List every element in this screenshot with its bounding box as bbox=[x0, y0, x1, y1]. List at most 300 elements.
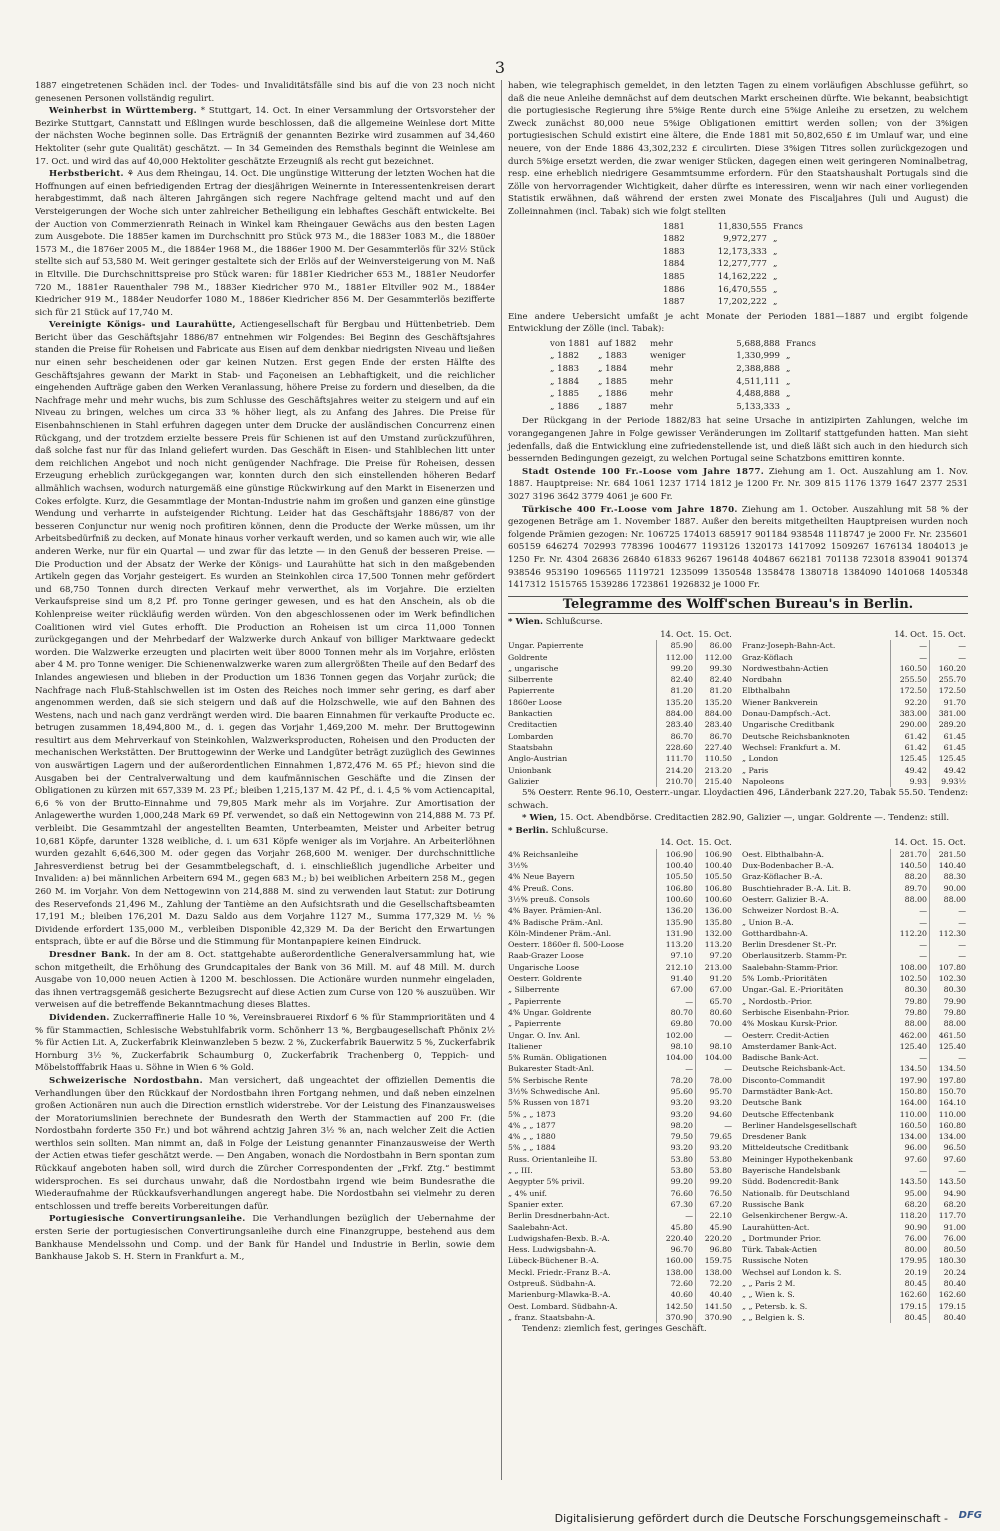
stock-name: Südd. Bodencredit-Bank bbox=[742, 1177, 839, 1187]
stock-row bbox=[508, 917, 734, 928]
stock-name: Graz-Köflach bbox=[742, 652, 793, 662]
article-dresdner-bank bbox=[35, 949, 495, 1012]
price-oct15: 68.20 bbox=[929, 1199, 968, 1210]
stock-name: Köln-Mindener Präm.-Anl. bbox=[508, 928, 612, 938]
stock-row bbox=[742, 1131, 968, 1142]
price-oct14: — bbox=[890, 917, 929, 928]
price-oct14: 80.00 bbox=[890, 1244, 929, 1255]
price-oct14: 112.00 bbox=[656, 652, 695, 663]
price-oct14: 88.20 bbox=[890, 871, 929, 882]
price-oct15: 370.90 bbox=[695, 1312, 734, 1323]
price-oct14: 79.80 bbox=[890, 996, 929, 1007]
table-cell: „ 1886 bbox=[598, 389, 628, 400]
stock-row bbox=[508, 1188, 734, 1199]
price-oct14: 143.50 bbox=[890, 1176, 929, 1187]
stock-row bbox=[742, 1278, 968, 1289]
price-oct15: 220.20 bbox=[695, 1233, 734, 1244]
stock-name: Anglo-Austrian bbox=[508, 754, 568, 764]
stock-name: Wechsel auf London k. S. bbox=[742, 1267, 842, 1277]
stock-row bbox=[508, 1007, 734, 1018]
amount-cell: 11,830,555 bbox=[717, 221, 767, 232]
price-oct14: 370.90 bbox=[656, 1312, 695, 1323]
price-oct14: 112.20 bbox=[890, 928, 929, 939]
price-oct14: 228.60 bbox=[656, 742, 695, 753]
price-oct14: 134.50 bbox=[890, 1063, 929, 1074]
price-oct14: 179.15 bbox=[890, 1301, 929, 1312]
stock-name: Türk. Tabak-Actien bbox=[742, 1245, 817, 1255]
price-oct15: 88.30 bbox=[929, 871, 968, 882]
price-oct15: 100.60 bbox=[695, 894, 734, 905]
price-oct14: — bbox=[890, 905, 929, 916]
table-cell: 5,133,333 bbox=[736, 401, 780, 412]
stock-name: 4% Reichsanleihe bbox=[508, 849, 579, 859]
stock-name: 4% „ „ 1877 bbox=[508, 1120, 556, 1130]
price-oct15: 80.40 bbox=[929, 1312, 968, 1323]
stock-name: „ Paris bbox=[742, 765, 769, 775]
stock-row bbox=[742, 663, 968, 674]
price-oct15: 213.20 bbox=[695, 765, 734, 776]
price-oct15: 281.50 bbox=[929, 849, 968, 860]
price-oct14: 111.70 bbox=[656, 753, 695, 764]
price-oct15: 141.50 bbox=[695, 1301, 734, 1312]
price-oct15: 97.60 bbox=[929, 1154, 968, 1165]
stock-name: Russische Bank bbox=[742, 1199, 804, 1209]
price-oct14: 102.50 bbox=[890, 973, 929, 984]
stock-name: Deutsche Reichsbanknoten bbox=[742, 731, 850, 741]
price-oct15: 61.45 bbox=[929, 731, 968, 742]
stock-row bbox=[742, 928, 968, 939]
stock-name: „ London bbox=[742, 754, 779, 764]
stock-row bbox=[508, 1109, 734, 1120]
stock-name: Hess. Ludwigsbahn-A. bbox=[508, 1245, 597, 1255]
price-oct14: 162.60 bbox=[890, 1289, 929, 1300]
price-oct15: 134.00 bbox=[929, 1131, 968, 1142]
amount-cell: 9,972,277 bbox=[723, 234, 767, 245]
table-row bbox=[663, 296, 968, 309]
berlin-stock-table bbox=[508, 837, 968, 1323]
stock-row bbox=[508, 685, 734, 696]
stock-name: Nordbahn bbox=[742, 675, 782, 685]
price-oct15: — bbox=[695, 1120, 734, 1131]
stock-name: 4% Neue Bayern bbox=[508, 872, 575, 882]
price-oct14: 95.00 bbox=[890, 1188, 929, 1199]
price-oct15: 104.00 bbox=[695, 1052, 734, 1063]
price-oct14: 86.70 bbox=[656, 731, 695, 742]
price-oct14: 97.60 bbox=[890, 1154, 929, 1165]
headline: Herbstbericht. bbox=[49, 169, 124, 180]
date-col-1: 14. Oct. bbox=[660, 837, 694, 848]
price-oct14: 136.20 bbox=[656, 905, 695, 916]
price-oct14: 172.50 bbox=[890, 685, 929, 696]
price-oct14: 98.10 bbox=[656, 1041, 695, 1052]
wien-label-line bbox=[508, 616, 968, 629]
price-oct14: 91.40 bbox=[656, 973, 695, 984]
stock-row bbox=[508, 1255, 734, 1266]
price-oct15: 132.00 bbox=[695, 928, 734, 939]
price-oct15: — bbox=[929, 1165, 968, 1176]
stock-row bbox=[742, 1244, 968, 1255]
price-oct14: — bbox=[890, 640, 929, 651]
price-oct14: 214.20 bbox=[656, 765, 695, 776]
price-oct15: 172.50 bbox=[929, 685, 968, 696]
price-oct14: 135.20 bbox=[656, 697, 695, 708]
price-oct14: 118.20 bbox=[890, 1210, 929, 1221]
price-oct15: 80.60 bbox=[695, 1007, 734, 1018]
stock-name: Russ. Orientanleihe II. bbox=[508, 1154, 598, 1164]
price-oct14: 110.00 bbox=[890, 1109, 929, 1120]
stock-row bbox=[508, 928, 734, 939]
price-oct14: 49.42 bbox=[890, 765, 929, 776]
price-oct14: 96.70 bbox=[656, 1244, 695, 1255]
price-oct14: 93.20 bbox=[656, 1109, 695, 1120]
stock-name: Creditactien bbox=[508, 720, 558, 730]
price-oct15: 180.30 bbox=[929, 1255, 968, 1266]
stock-row bbox=[508, 1176, 734, 1187]
price-oct15: — bbox=[695, 1063, 734, 1074]
stock-name: „ Papierrente bbox=[508, 996, 561, 1006]
stock-name: Lübeck-Büchener B.-A. bbox=[508, 1256, 599, 1266]
price-oct14: 79.50 bbox=[656, 1131, 695, 1142]
stock-name: Bukarester Stadt-Anl. bbox=[508, 1064, 594, 1074]
price-oct14: 104.00 bbox=[656, 1052, 695, 1063]
unit-cell: Francs bbox=[773, 221, 803, 232]
stock-row bbox=[742, 1255, 968, 1266]
price-oct14: 80.45 bbox=[890, 1312, 929, 1323]
price-oct15: — bbox=[929, 905, 968, 916]
headline: Vereinigte Königs- und Laurahütte, bbox=[49, 320, 236, 331]
stock-row bbox=[742, 685, 968, 696]
stock-name: „ 4% unif. bbox=[508, 1188, 547, 1198]
stock-name: 3½% Schwedische Anl. bbox=[508, 1087, 601, 1096]
stock-row bbox=[508, 1199, 734, 1210]
price-oct14: 212.10 bbox=[656, 962, 695, 973]
price-oct14: 92.20 bbox=[890, 697, 929, 708]
article-herbstbericht bbox=[35, 168, 495, 319]
price-oct14: 281.70 bbox=[890, 849, 929, 860]
table-row bbox=[550, 401, 968, 414]
stock-name: Graz-Köflacher B.-A. bbox=[742, 872, 823, 882]
stock-name: Elbthalbahn bbox=[742, 686, 791, 696]
amount-cell: 12,277,777 bbox=[717, 259, 767, 270]
stock-name: Schweizer Nordost B.-A. bbox=[742, 906, 839, 916]
price-oct15: 76.50 bbox=[695, 1188, 734, 1199]
price-oct15: 9.93½ bbox=[929, 776, 968, 787]
table-cell: „ 1887 bbox=[598, 401, 628, 412]
price-oct15: 213.00 bbox=[695, 962, 734, 973]
price-oct14: — bbox=[656, 1210, 695, 1221]
stock-row bbox=[508, 860, 734, 871]
stock-row bbox=[508, 1222, 734, 1233]
price-oct15: 159.75 bbox=[695, 1255, 734, 1266]
article-body: Ziehung am 1. Oct. Auszahlung am 1. Nov. 1887. Hauptpreise: Nr. 684 1061 1237 1714 1812 je 1200 Fr. Nr. 309 815 1176 1379 1647 2377 2531 3027 3196 3642 3779 4061 je 600 Fr. bbox=[508, 466, 968, 502]
price-oct14: — bbox=[890, 1165, 929, 1176]
price-oct14: 100.60 bbox=[656, 894, 695, 905]
stock-name: „ Nordostb.-Prior. bbox=[742, 996, 813, 1006]
stock-name: Laurahütten-Act. bbox=[742, 1222, 810, 1232]
article-dividenden bbox=[35, 1012, 495, 1075]
stock-row bbox=[742, 905, 968, 916]
table-cell: mehr bbox=[650, 389, 673, 400]
price-oct15: 67.20 bbox=[695, 1199, 734, 1210]
date-col-1: 14. Oct. bbox=[894, 628, 928, 639]
article-uebersicht: Eine andere Uebersicht umfaßt je acht Monate der Perioden 1881—1887 und ergibt folgende Entwicklung der Zölle (incl. Tabak): bbox=[508, 311, 968, 335]
table-cell: Francs bbox=[786, 338, 816, 349]
berlin-note: Tendenz: ziemlich fest, geringes Geschäft. bbox=[522, 1324, 707, 1335]
stock-row bbox=[742, 1267, 968, 1278]
date-header bbox=[508, 837, 734, 848]
article-intro: 1887 eingetretenen Schäden incl. der Todes- und Invaliditätsfälle sind bis auf die von 23 noch nicht genesenen Personen vollständig regulirt. bbox=[35, 81, 495, 104]
stock-name: Oest. Lombard. Südbahn-A. bbox=[508, 1301, 618, 1311]
table-cell: auf 1882 bbox=[598, 338, 637, 349]
zoll-table bbox=[663, 221, 968, 309]
price-oct15: 40.40 bbox=[695, 1289, 734, 1300]
price-oct15: 91.70 bbox=[929, 697, 968, 708]
table-cell: „ 1884 bbox=[550, 376, 580, 387]
stock-name: Dresdener Bank bbox=[742, 1132, 807, 1142]
stock-row bbox=[508, 1041, 734, 1052]
stock-row bbox=[508, 849, 734, 860]
stock-name: Bayerische Handelsbank bbox=[742, 1166, 841, 1176]
stock-row bbox=[508, 1289, 734, 1300]
stock-row bbox=[742, 1199, 968, 1210]
stock-row bbox=[742, 883, 968, 894]
stock-row bbox=[742, 962, 968, 973]
price-oct14: 72.60 bbox=[656, 1278, 695, 1289]
price-oct14: 135.90 bbox=[656, 917, 695, 928]
stock-row bbox=[508, 996, 734, 1007]
price-oct15: 179.15 bbox=[929, 1301, 968, 1312]
table-cell: 5,688,888 bbox=[736, 338, 780, 349]
table-cell: „ 1882 bbox=[550, 351, 580, 362]
stock-name: Italiener bbox=[508, 1041, 542, 1051]
price-oct15: 461.50 bbox=[929, 1030, 968, 1041]
stock-name: 5% Lomb.-Prioritäten bbox=[742, 974, 828, 984]
price-oct14: 220.40 bbox=[656, 1233, 695, 1244]
stock-name: Meininger Hypothekenbank bbox=[742, 1154, 853, 1164]
year-cell: 1883 bbox=[663, 246, 685, 257]
footer bbox=[0, 1506, 1000, 1531]
stock-row bbox=[508, 719, 734, 730]
price-oct14: 68.20 bbox=[890, 1199, 929, 1210]
year-cell: 1882 bbox=[663, 234, 685, 245]
price-oct14: 95.60 bbox=[656, 1086, 695, 1097]
price-oct15: 79.65 bbox=[695, 1131, 734, 1142]
stock-row bbox=[508, 765, 734, 776]
stock-row bbox=[742, 917, 968, 928]
price-oct15: 107.80 bbox=[929, 962, 968, 973]
stock-row bbox=[508, 950, 734, 961]
price-oct15: 106.80 bbox=[695, 883, 734, 894]
stock-row bbox=[742, 1233, 968, 1244]
stock-row bbox=[508, 1233, 734, 1244]
stock-row bbox=[508, 697, 734, 708]
stock-row bbox=[508, 652, 734, 663]
date-header bbox=[508, 629, 734, 640]
price-oct14: 160.50 bbox=[890, 663, 929, 674]
stock-name: Disconto-Commandit bbox=[742, 1075, 826, 1085]
stock-name: Ungar. O. Inv. Anl. bbox=[508, 1030, 581, 1040]
price-oct14: — bbox=[890, 939, 929, 950]
stock-name: Silberrente bbox=[508, 675, 553, 685]
price-oct15: 98.10 bbox=[695, 1041, 734, 1052]
price-oct14: 160.00 bbox=[656, 1255, 695, 1266]
headline: Dividenden. bbox=[49, 1012, 110, 1023]
price-oct14: 113.20 bbox=[656, 939, 695, 950]
article-body: In der am 8. Oct. stattgehabte außerordentliche Generalversammlung hat, wie schon mitgetheilt, die Erhöhung des Grundcapitales der Bank von 36 Mill. M. auf 48 Mill. M. durch Ausgabe von 10,000 neuen Actien à 1200 M. beschlossen. Die Actionäre wurden nunmehr eingeladen, das ihnen vertragsgemäß gesicherte Bezugsrecht auf diese Actien zum Curse von 120 % auszuüben. Wir verweisen auf die betreffende Bekanntmachung dieses Blattes. bbox=[35, 949, 495, 1011]
table-cell: „ 1883 bbox=[550, 364, 580, 375]
stock-name: Ungarische Creditbank bbox=[742, 720, 835, 730]
price-oct15: — bbox=[929, 939, 968, 950]
left-column bbox=[35, 80, 495, 1264]
table-row bbox=[550, 388, 968, 401]
price-oct15: 88.00 bbox=[929, 894, 968, 905]
stock-name: Nordwestbahn-Actien bbox=[742, 663, 829, 673]
footer-text: Digitalisierung gefördert durch die Deutsche Forschungsgemeinschaft - bbox=[554, 1512, 948, 1525]
price-oct15: 143.50 bbox=[929, 1176, 968, 1187]
article-weinherbst bbox=[35, 105, 495, 168]
stock-half-right bbox=[742, 629, 968, 787]
price-oct14: 67.30 bbox=[656, 1199, 695, 1210]
price-oct15: 106.90 bbox=[695, 849, 734, 860]
price-oct14: 67.00 bbox=[656, 984, 695, 995]
price-oct15: — bbox=[929, 652, 968, 663]
price-oct15: 112.00 bbox=[695, 652, 734, 663]
stock-name: Buschtiehrader B.-A. Lit. B. bbox=[742, 883, 851, 893]
price-oct15: — bbox=[929, 1052, 968, 1063]
table-cell: von 1881 bbox=[550, 338, 591, 349]
price-oct15: 110.50 bbox=[695, 753, 734, 764]
right-column bbox=[508, 80, 968, 1336]
date-header bbox=[742, 629, 968, 640]
table-cell: 4,511,111 bbox=[736, 376, 780, 387]
stock-name: „ Silberrente bbox=[508, 985, 560, 995]
stock-row bbox=[508, 1086, 734, 1097]
price-oct14: 131.90 bbox=[656, 928, 695, 939]
stock-name: Meckl. Friedr.-Franz B.-A. bbox=[508, 1267, 611, 1277]
stock-name: „ Dortmunder Prior. bbox=[742, 1233, 822, 1243]
price-oct14: 53.80 bbox=[656, 1165, 695, 1176]
price-oct15: 94.90 bbox=[929, 1188, 968, 1199]
price-oct14: 97.10 bbox=[656, 950, 695, 961]
stock-half-left bbox=[508, 629, 734, 787]
price-oct14: — bbox=[890, 950, 929, 961]
stock-row bbox=[742, 1041, 968, 1052]
price-oct15: 79.80 bbox=[929, 1007, 968, 1018]
price-oct15: 86.00 bbox=[695, 640, 734, 651]
price-oct15: 93.20 bbox=[695, 1142, 734, 1153]
stock-name: Oesterr. Credit-Actien bbox=[742, 1030, 830, 1040]
table-row bbox=[550, 338, 968, 351]
price-oct14: 80.45 bbox=[890, 1278, 929, 1289]
stock-row bbox=[742, 1210, 968, 1221]
price-oct15: 91.00 bbox=[929, 1222, 968, 1233]
stock-row bbox=[508, 1142, 734, 1153]
stock-name: Berlin Dresdener St.-Pr. bbox=[742, 940, 837, 950]
stock-row bbox=[508, 1030, 734, 1041]
stock-name: „ „ Wien k. S. bbox=[742, 1290, 795, 1300]
stock-name: Gotthardbahn-A. bbox=[742, 928, 809, 938]
stock-row bbox=[508, 1165, 734, 1176]
price-oct15: 78.00 bbox=[695, 1075, 734, 1086]
market-body: 15. Oct. Abendbörse. Creditactien 282.90, Galizier —, ungar. Goldrente —. Tendenz: still. bbox=[559, 813, 950, 824]
stock-row bbox=[508, 1063, 734, 1074]
price-oct15: 150.70 bbox=[929, 1086, 968, 1097]
page-number: 3 bbox=[494, 58, 506, 77]
price-oct14: 76.60 bbox=[656, 1188, 695, 1199]
stock-name: 4% Ungar. Goldrente bbox=[508, 1007, 592, 1017]
price-oct14: 20.19 bbox=[890, 1267, 929, 1278]
table-cell: „ 1884 bbox=[598, 364, 628, 375]
article-body: Zuckerraffinerie Halle 10 %, Vereinsbrauerei Rixdorf 6 % für Stammprioritäten und 4 % für Stammactien, Schlesische Webstuhlfabrik vorm. Schönherr 13 %, Bergbaugesellschaft Phönix 2½ % für Actien Lit. A, Zuckerfabrik Kleinwanzleben 5 bezw. 2 %, Zuckerfabrik Bauerwitz 5 %, Zuckerfabrik Hornburg 3½ %, Zuckerfabrik Schaumburg 0, Zuckerfabrik Trachenberg 0, Teppich- und Möbelstofffabrik Haas u. Söhne in Wien 6 % Gold. bbox=[35, 1012, 495, 1074]
price-oct15: 70.00 bbox=[695, 1018, 734, 1029]
market-sub: Schlußcurse. bbox=[551, 825, 609, 836]
stock-row bbox=[742, 1097, 968, 1108]
stock-name: Ungar.-Gal. E.-Prioritäten bbox=[742, 985, 844, 995]
stock-name: Nationalb. für Deutschland bbox=[742, 1188, 850, 1198]
price-oct14: 134.00 bbox=[890, 1131, 929, 1142]
stock-name: 4% Preuß. Cons. bbox=[508, 883, 574, 893]
price-oct15: 86.70 bbox=[695, 731, 734, 742]
price-oct15: 53.80 bbox=[695, 1154, 734, 1165]
price-oct15: 136.00 bbox=[695, 905, 734, 916]
price-oct15: 255.70 bbox=[929, 674, 968, 685]
table-cell: „ bbox=[786, 351, 791, 362]
stock-row bbox=[508, 883, 734, 894]
date-col-2: 15. Oct. bbox=[932, 628, 966, 639]
stock-name: 1860er Loose bbox=[508, 697, 562, 707]
stock-name: 4% „ „ 1880 bbox=[508, 1132, 556, 1142]
stock-name: 3½% bbox=[508, 861, 528, 871]
price-oct15: 20.24 bbox=[929, 1267, 968, 1278]
price-oct15: — bbox=[929, 950, 968, 961]
stock-row bbox=[742, 973, 968, 984]
stock-half-left bbox=[508, 837, 734, 1323]
table-cell: mehr bbox=[650, 364, 673, 375]
price-oct15: 164.10 bbox=[929, 1097, 968, 1108]
stock-list bbox=[742, 849, 968, 1323]
stock-row bbox=[742, 640, 968, 651]
table-row bbox=[663, 284, 968, 297]
article-nordostbahn bbox=[35, 1075, 495, 1214]
table-cell: 2,388,888 bbox=[736, 364, 780, 375]
stock-name: 5% Russen von 1871 bbox=[508, 1098, 591, 1108]
unit-cell: „ bbox=[773, 284, 778, 295]
date-col-2: 15. Oct. bbox=[932, 837, 966, 848]
price-oct15: 91.20 bbox=[695, 973, 734, 984]
price-oct14: 164.00 bbox=[890, 1097, 929, 1108]
stock-row bbox=[742, 1109, 968, 1120]
unit-cell: „ bbox=[773, 246, 778, 257]
wien-stock-table bbox=[508, 629, 968, 787]
table-cell: „ 1883 bbox=[598, 351, 628, 362]
stock-row bbox=[742, 1301, 968, 1312]
article-rueckgang: Der Rückgang in der Periode 1882/83 hat seine Ursache in antizipirten Zahlungen, welche im vorangegangenen Jahre in Folge gewisser Veränderungen im Zolltarif stattgefunden hatten. Man sieht jedenfalls, daß die Entwicklung eine zufriedenstellende ist, und dieß läßt sich auch in den hiedurch sich bessernden Bedingungen gezeigt, zu welchen Portugal seine Schatzbons emittiren konnte. bbox=[508, 416, 968, 465]
stock-name: Wechsel: Frankfurt a. M. bbox=[742, 742, 841, 752]
stock-name: Ungar. Papierrente bbox=[508, 641, 584, 651]
stock-row bbox=[508, 1312, 734, 1323]
stock-name: Raab-Grazer Loose bbox=[508, 951, 584, 961]
price-oct14: 88.00 bbox=[890, 894, 929, 905]
stock-row bbox=[742, 1222, 968, 1233]
table-cell: mehr bbox=[650, 338, 673, 349]
price-oct14: 61.42 bbox=[890, 742, 929, 753]
article-body: * Stuttgart, 14. Oct. In einer Versammlung der Ortsvorsteher der Bezirke Stuttgart, Cannstatt und Eßlingen wurde beschlossen, daß die allgemeine Weinlese dort Mitte der nächsten Woche beginnen solle. Das Erträgniß der genannten Bezirke wird zusammen auf 34,460 Hektoliter (sehr gute Qualität) geschätzt. — In 34 Gemeinden des Remsthals beginnt die Weinlese am 17. Oct. und wird das auf 40,000 Hektoliter geschätzte Erzeugniß als recht gut bezeichnet. bbox=[35, 106, 496, 167]
table-cell: 4,488,888 bbox=[736, 389, 780, 400]
stock-row bbox=[508, 1131, 734, 1142]
berlin-label-line bbox=[508, 825, 968, 838]
stock-row bbox=[742, 849, 968, 860]
unit-cell: „ bbox=[773, 297, 778, 308]
